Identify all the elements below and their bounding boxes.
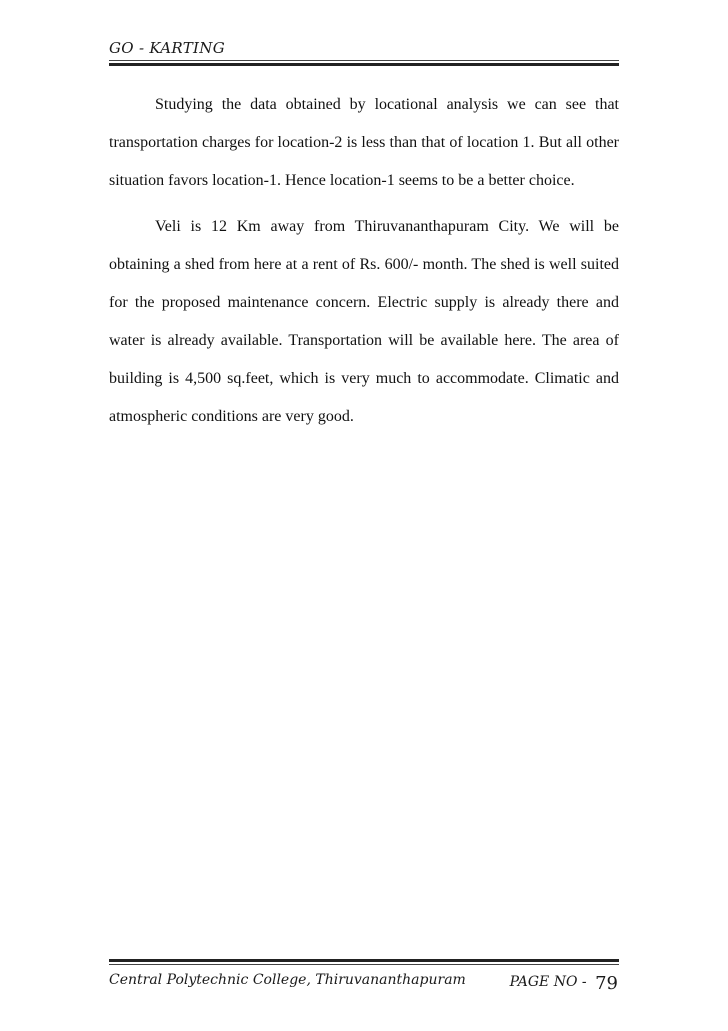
- footer-rule-thick: [109, 959, 619, 962]
- footer-page-info: [509, 970, 618, 994]
- body-paragraph-2: Veli is 12 Km away from Thiruvananthapuram City. We will be obtaining a shed from here at a rent of Rs. 600/- month. The shed is well suited for the proposed maintenance concern. Electric supply is already there and water is already available. Transportation will be available here. The area of building is 4,500 sq.feet, which is very much to accommodate. Climatic and atmospheric conditions are very good.: [109, 218, 619, 425]
- footer-page-label: PAGE NO -: [509, 974, 587, 990]
- footer-college-name: Central Polytechnic College, Thiruvananthapuram: [109, 972, 466, 988]
- page-body: [109, 86, 619, 436]
- footer-page-number: 79: [595, 973, 618, 994]
- body-paragraph-1: Studying the data obtained by locational analysis we can see that transportation charges for location-2 is less than that of location 1. But all other situation favors location-1. Hence location-1 seems to be a better choice.: [109, 96, 619, 189]
- header-rule-thick: [109, 63, 619, 66]
- footer-rule-thin: [109, 964, 619, 965]
- running-header-title: GO - KARTING: [109, 39, 225, 57]
- header-rule-thin: [109, 60, 619, 61]
